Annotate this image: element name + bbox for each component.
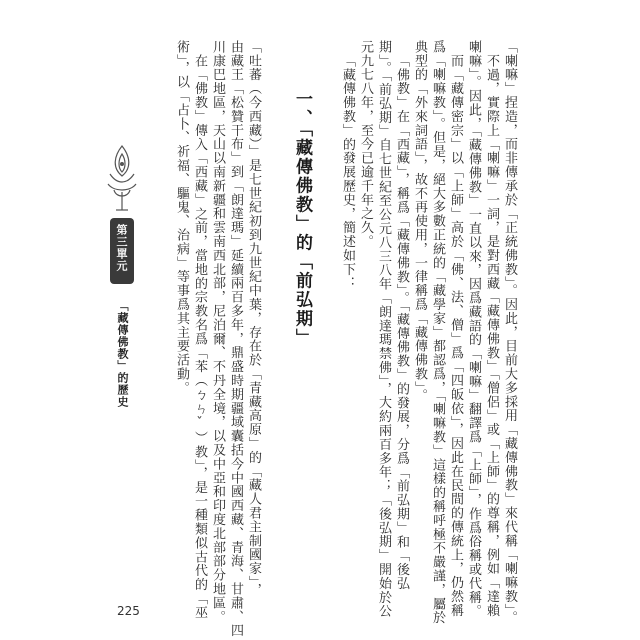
section-column-5: 術」，以「占卜、祈福、驅鬼、治病」等事爲其主要活動。 <box>174 40 189 395</box>
section-column-2: 由藏王「松贊干布」到「朗達瑪」延續兩百多年，鼎盛時期疆域囊括今中國西藏、青海、甘肅、四 <box>228 40 243 638</box>
section-column-4: 在「佛教」傳入「西藏」之前，當地的宗教名爲「苯（ㄅㄣˇ）教」，是一種類似古代的「巫 <box>192 54 207 620</box>
body-column-10: 「藏傳佛教」的發展歷史，簡述如下： <box>340 54 355 291</box>
section-column-1: 「吐蕃（今西藏）」是七世紀初到九世紀中葉，存在於「青藏高原」的「藏人君主制國家」， <box>246 40 261 597</box>
chapter-label: 「藏傳佛教」的歷史 <box>116 300 129 408</box>
body-column-1: 「喇嘛」捏造，而非傳承於「正統佛教」。因此，目前大多採用「藏傳佛教」來代稱「喇嘛教」。 <box>502 40 517 625</box>
section-heading: 一、「藏傳佛教」的「前弘期」 <box>292 90 312 348</box>
body-column-2: 不過，實際上「喇嘛」一詞，是對西藏「藏傳佛教」「僧侶」或「上師」的尊稱，例如「達賴 <box>484 54 499 618</box>
body-column-3: 喇嘛」。因此，「藏傳佛教」一直以來，因爲藏語的「喇嘛」翻譯爲「上師」，作爲俗稱或代稱。 <box>466 40 481 619</box>
body-column-9: 元九七八年，至今已逾千年之久。 <box>358 40 373 249</box>
body-column-4: 而「藏傳密宗」以「上師」高於「佛、法、僧」爲「四皈依」，因此在民間的傳統上，仍然稱 <box>448 54 463 618</box>
body-column-5: 爲「喇嘛教」。但是，絕大多數正統的「藏學家」都認爲，「喇嘛教」這樣的稱呼極不嚴謹，屬於 <box>430 40 445 625</box>
body-column-6: 典型的「外來詞語」，故不再使用，一律稱爲「藏傳佛教」。 <box>412 40 427 403</box>
page-number: 225 <box>117 604 140 618</box>
unit-badge <box>110 218 134 284</box>
unit-label: 第三單元 <box>115 224 128 272</box>
section-column-3: 川康巴地區，天山以南新疆和雲南西北部，尼泊爾、不丹全境，以及中亞和印度北部部分地區。 <box>210 40 225 624</box>
lotus-ornament-icon <box>104 140 140 214</box>
body-column-7: 「佛教」在「西藏」，稱爲「藏傳佛教」。「藏傳佛教」的發展，分爲「前弘期」和「後弘 <box>394 54 409 591</box>
body-column-8: 期」。「前弘期」自七世紀至公元八三八年「朗達瑪禁佛」，大約兩百多年；「後弘期」開始於公 <box>376 40 391 619</box>
